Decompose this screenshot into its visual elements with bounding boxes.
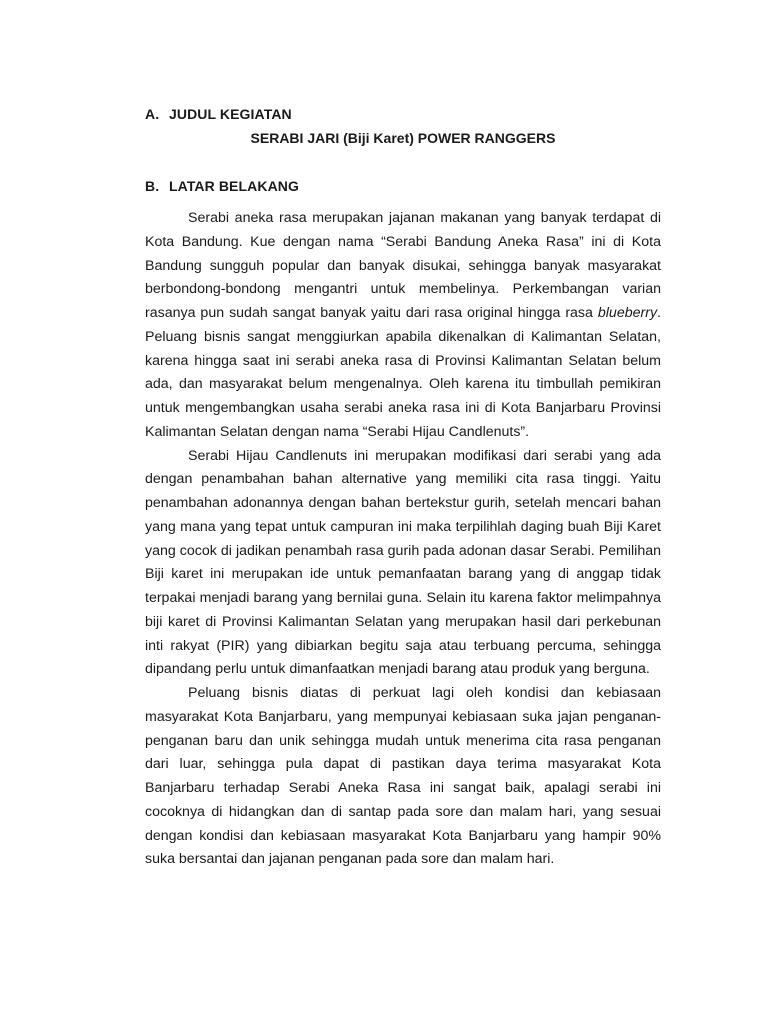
section-a-heading bbox=[145, 106, 292, 122]
paragraph-1 bbox=[145, 207, 661, 445]
paragraph-1-part-1: Serabi aneka rasa merupakan jajanan makanan yang banyak terdapat di Kota Bandung. Kue dengan nama “Serabi Bandung Aneka Rasa” ini di Kota Bandung sungguh popular dan banyak disukai, sehingga banyak masyarakat berbondong-bondong mengantri untuk membelinya. Perkembangan varian rasanya pun sudah sangat banyak yaitu dari rasa original hingga rasa bbox=[145, 210, 661, 321]
section-a-letter: A. bbox=[145, 106, 160, 122]
section-a-title: JUDUL KEGIATAN bbox=[169, 106, 292, 122]
paragraph-1-part-2: . Peluang bisnis sangat menggiurkan apabila dikenalkan di Kalimantan Selatan, karena hingga saat ini serabi aneka rasa di Provinsi Kalimantan Selatan belum ada, dan masyarakat belum mengenalnya. Oleh karena itu timbullah pemikiran untuk mengembangkan usaha serabi aneka rasa ini di Kota Banjarbaru Provinsi Kalimantan Selatan dengan nama “Serabi Hijau Candlenuts”. bbox=[145, 305, 661, 440]
paragraph-3: Peluang bisnis diatas di perkuat lagi oleh kondisi dan kebiasaan masyarakat Kota Banjarbaru, yang mempunyai kebiasaan suka jajan penganan-penganan baru dan unik sehingga mudah untuk menerima cita rasa penganan dari luar, sehingga pula dapat di pastikan daya terima masyarakat Kota Banjarbaru terhadap Serabi Aneka Rasa ini sangat baik, apalagi serabi ini cocoknya di hidangkan dan di santap pada sore dan malam hari, yang sesuai dengan kondisi dan kebiasaan masyarakat Kota Banjarbaru yang hampir 90% suka bersantai dan jajanan penganan pada sore dan malam hari. bbox=[145, 685, 661, 868]
section-b-title: LATAR BELAKANG bbox=[169, 178, 299, 194]
background-body bbox=[145, 207, 661, 872]
paragraph-1-italic: blueberry bbox=[597, 305, 658, 321]
activity-title: SERABI JARI (Biji Karet) POWER RANGGERS bbox=[250, 130, 556, 146]
paragraph-2: Serabi Hijau Candlenuts ini merupakan modifikasi dari serabi yang ada dengan penambahan bahan alternative yang memiliki cita rasa tinggi. Yaitu penambahan adonannya dengan bahan bertekstur gurih, setelah mencari bahan yang mana yang tepat untuk campuran ini maka terpilihlah daging buah Biji Karet yang cocok di jadikan penambah rasa gurih pada adonan dasar Serabi. Pemilihan Biji karet ini merupakan ide untuk pemanfaatan barang yang di anggap tidak terpakai menjadi barang yang bernilai guna. Selain itu karena faktor melimpahnya biji karet di Provinsi Kalimantan Selatan yang merupakan hasil dari perkebunan inti rakyat (PIR) yang dibiarkan begitu saja atau terbuang percuma, sehingga dipandang perlu untuk dimanfaatkan menjadi barang atau produk yang berguna. bbox=[145, 447, 661, 678]
section-b-letter: B. bbox=[145, 178, 160, 194]
section-b-heading bbox=[145, 178, 299, 194]
